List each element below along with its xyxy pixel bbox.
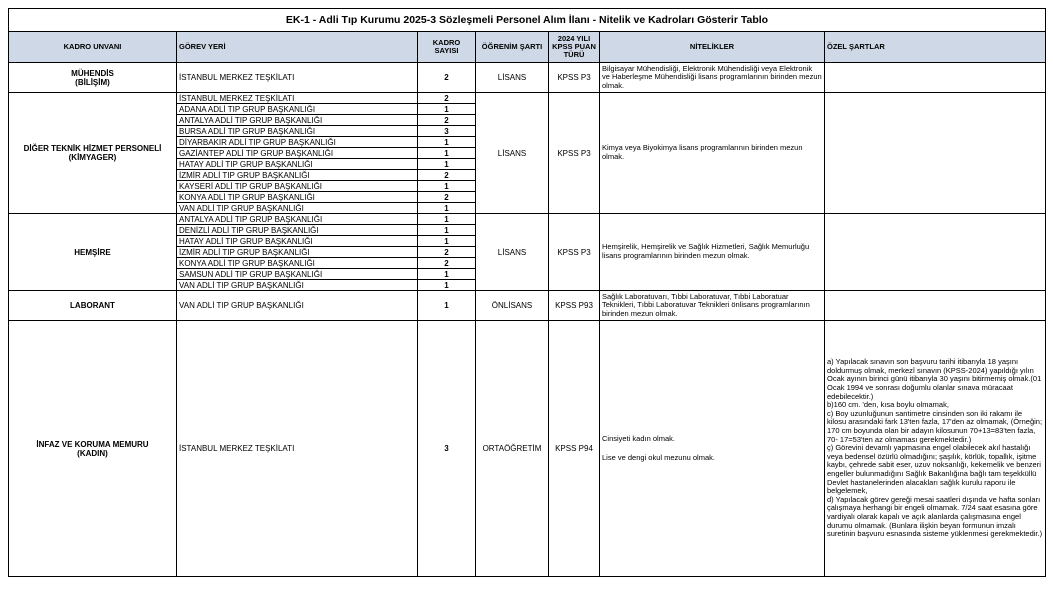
gorev-yeri-cell: İZMİR ADLİ TIP GRUP BAŞKANLIĞI xyxy=(177,247,418,258)
nitelik-line: Lise ve dengi okul mezunu olmak. xyxy=(602,452,715,462)
table-row xyxy=(9,63,1046,93)
table-row xyxy=(9,321,1046,577)
gorev-yeri-cell: VAN ADLİ TIP GRUP BAŞKANLIĞI xyxy=(177,291,418,321)
gorev-yeri-cell: ADANA ADLİ TIP GRUP BAŞKANLIĞI xyxy=(177,104,418,115)
gorev-yeri-cell: DİYARBAKIR ADLİ TIP GRUP BAŞKANLIĞI xyxy=(177,137,418,148)
kadro-sayisi-cell: 1 xyxy=(418,225,476,236)
table-row xyxy=(9,291,1046,321)
ogrenim-cell: LİSANS xyxy=(476,63,549,93)
kadro-unvani-cell: MÜHENDİS (BİLİŞİM) xyxy=(9,63,177,93)
gorev-yeri-cell: HATAY ADLİ TIP GRUP BAŞKANLIĞI xyxy=(177,236,418,247)
gorev-yeri-cell: HATAY ADLİ TIP GRUP BAŞKANLIĞI xyxy=(177,159,418,170)
kadro-sayisi-cell: 2 xyxy=(418,258,476,269)
kadro-sayisi-cell: 1 xyxy=(418,159,476,170)
kadro-sayisi-cell: 2 xyxy=(418,115,476,126)
table-row xyxy=(9,214,1046,225)
table-title: EK-1 - Adli Tıp Kurumu 2025-3 Sözleşmeli Personel Alım İlanı - Nitelik ve Kadroları Gösterir Tablo xyxy=(9,9,1046,32)
gorev-yeri-cell: SAMSUN ADLİ TIP GRUP BAŞKANLIĞI xyxy=(177,269,418,280)
ozel-sart-item: d) Yapılacak görev gereği mesai saatleri dışında ve hafta sonları çalışmaya herhangi bir engeli olmamak. 7/24 saat esasına göre vardiyalı olarak kapalı ve açık alanlarda çalışmasına engel durumu olmamak. (Bunlara ilişkin beyan formunun imzalı suretinin başvuru esnasında sisteme yüklenmesi gerekmektedir.) xyxy=(827,494,1043,539)
kadro-sayisi-cell: 1 xyxy=(418,236,476,247)
kadro-sayisi-cell: 1 xyxy=(418,203,476,214)
kpss-cell: KPSS P3 xyxy=(549,63,600,93)
ogrenim-cell: ORTAÖĞRETİM xyxy=(476,321,549,577)
gorev-yeri-cell: VAN ADLİ TIP GRUP BAŞKANLIĞI xyxy=(177,280,418,291)
gorev-yeri-cell: İSTANBUL MERKEZ TEŞKİLATI xyxy=(177,321,418,577)
positions-table xyxy=(8,8,1046,577)
kadro-sayisi-cell: 1 xyxy=(418,181,476,192)
gorev-yeri-cell: KONYA ADLİ TIP GRUP BAŞKANLIĞI xyxy=(177,192,418,203)
header-ogrenim-sarti: ÖĞRENİM ŞARTI xyxy=(476,32,549,63)
ozel-sart-cell xyxy=(825,291,1046,321)
ozel-sart-cell xyxy=(825,63,1046,93)
gorev-yeri-cell: İSTANBUL MERKEZ TEŞKİLATI xyxy=(177,93,418,104)
header-kpss: 2024 YILI KPSS PUAN TÜRÜ xyxy=(549,32,600,63)
gorev-yeri-cell: DENİZLİ ADLİ TIP GRUP BAŞKANLIĞI xyxy=(177,225,418,236)
gorev-yeri-cell: BURSA ADLİ TIP GRUP BAŞKANLIĞI xyxy=(177,126,418,137)
nitelik-cell xyxy=(600,321,825,577)
kadro-sayisi-cell: 3 xyxy=(418,126,476,137)
ozel-sart-item: ç) Görevini devamlı yapmasına engel olabilecek akıl hastalığı veya bedensel özürlü olmadığını; şaşılık, körlük, topallık, işitme kaybı, çehrede sabit eser, uzuv noksanlığı, kekemelik ve benzeri engeller bulunmadığını Sağlık Bakanlığına bağlı tam teşekküllü Devlet hastanelerinden alacakları sağlık kurulu raporu ile belgelemek, xyxy=(827,443,1041,496)
kadro-unvani-cell: LABORANT xyxy=(9,291,177,321)
ozel-sart-item: a) Yapılacak sınavın son başvuru tarihi itibarıyla 18 yaşını doldurmuş olmak, merkezî sınavın (KPSS-2024) yapıldığı yılın Ocak ayının birinci günü itibarıyla 30 yaşını bitirmemiş olmak.(01 Ocak 1994 ve sonrası doğumlu olanlar sınava müracaat edebilecektir.) xyxy=(827,357,1042,401)
kadro-sayisi-cell: 2 xyxy=(418,170,476,181)
header-gorev-yeri: GÖREV YERİ xyxy=(177,32,418,63)
kadro-unvani-cell: DİĞER TEKNİK HİZMET PERSONELİ (KİMYAGER) xyxy=(9,93,177,214)
ozel-sart-cell xyxy=(825,214,1046,291)
ozel-sart-item: c) Boy uzunluğunun santimetre cinsinden son iki rakamı ile kilosu arasındaki fark 13'ten fazla, 17'den az olmamak, (Örneğin; 170 cm boyunda olan bir adayın kilosunun 70+13=83'ten fazla, 70- 17=53'ten az olmaması gerekmektedir.) xyxy=(827,408,1043,444)
header-kadro-unvani: KADRO UNVANI xyxy=(9,32,177,63)
kpss-cell: KPSS P94 xyxy=(549,321,600,577)
ozel-sart-cell xyxy=(825,93,1046,214)
ogrenim-cell: LİSANS xyxy=(476,214,549,291)
kadro-sayisi-cell: 2 xyxy=(418,192,476,203)
kadro-sayisi-cell: 1 xyxy=(418,291,476,321)
kadro-sayisi-cell: 1 xyxy=(418,148,476,159)
gorev-yeri-cell: ANTALYA ADLİ TIP GRUP BAŞKANLIĞI xyxy=(177,115,418,126)
ogrenim-cell: ÖNLİSANS xyxy=(476,291,549,321)
document-table-container xyxy=(8,8,1045,577)
gorev-yeri-cell: VAN ADLİ TIP GRUP BAŞKANLIĞI xyxy=(177,203,418,214)
gorev-yeri-cell: İZMİR ADLİ TIP GRUP BAŞKANLIĞI xyxy=(177,170,418,181)
kadro-sayisi-cell: 1 xyxy=(418,214,476,225)
nitelik-cell: Bilgisayar Mühendisliği, Elektronik Mühendisliği veya Elektronik ve Haberleşme Mühendisliği lisans programlarının birinden mezun olmak. xyxy=(600,63,825,93)
gorev-yeri-cell: İSTANBUL MERKEZ TEŞKİLATI xyxy=(177,63,418,93)
nitelik-cell: Sağlık Laboratuvarı, Tıbbi Laboratuvar, Tıbbi Laboratuar Teknikleri, Tıbbi Laboratuvar Teknikleri önlisans programlarının birinden mezun olmak. xyxy=(600,291,825,321)
gorev-yeri-cell: KAYSERİ ADLİ TIP GRUP BAŞKANLIĞI xyxy=(177,181,418,192)
gorev-yeri-cell: ANTALYA ADLİ TIP GRUP BAŞKANLIĞI xyxy=(177,214,418,225)
kadro-unvani-cell: HEMŞİRE xyxy=(9,214,177,291)
kpss-cell: KPSS P3 xyxy=(549,214,600,291)
kadro-unvani-cell: İNFAZ VE KORUMA MEMURU (KADIN) xyxy=(9,321,177,577)
gorev-yeri-cell: KONYA ADLİ TIP GRUP BAŞKANLIĞI xyxy=(177,258,418,269)
header-nitelikler: NİTELİKLER xyxy=(600,32,825,63)
kadro-sayisi-cell: 2 xyxy=(418,63,476,93)
ozel-sart-item: b)160 cm. 'den, kısa boylu olmamak, xyxy=(827,400,949,410)
kpss-cell: KPSS P3 xyxy=(549,93,600,214)
ogrenim-cell: LİSANS xyxy=(476,93,549,214)
kadro-sayisi-cell: 2 xyxy=(418,247,476,258)
gorev-yeri-cell: GAZİANTEP ADLİ TIP GRUP BAŞKANLIĞI xyxy=(177,148,418,159)
table-row xyxy=(9,93,1046,104)
kadro-sayisi-cell: 1 xyxy=(418,104,476,115)
header-ozel-sartlar: ÖZEL ŞARTLAR xyxy=(825,32,1046,63)
nitelik-line: Cinsiyeti kadın olmak. xyxy=(602,433,675,443)
header-kadro-sayisi: KADRO SAYISI xyxy=(418,32,476,63)
ozel-sart-cell xyxy=(825,321,1046,577)
nitelik-cell: Kimya veya Biyokimya lisans programlarının birinden mezun olmak. xyxy=(600,93,825,214)
nitelik-cell: Hemşirelik, Hemşirelik ve Sağlık Hizmetleri, Sağlık Memurluğu lisans programlarının birinden mezun olmak. xyxy=(600,214,825,291)
kadro-sayisi-cell: 1 xyxy=(418,137,476,148)
kadro-sayisi-cell: 1 xyxy=(418,280,476,291)
kadro-sayisi-cell: 2 xyxy=(418,93,476,104)
kpss-cell: KPSS P93 xyxy=(549,291,600,321)
kadro-sayisi-cell: 3 xyxy=(418,321,476,577)
kadro-sayisi-cell: 1 xyxy=(418,269,476,280)
